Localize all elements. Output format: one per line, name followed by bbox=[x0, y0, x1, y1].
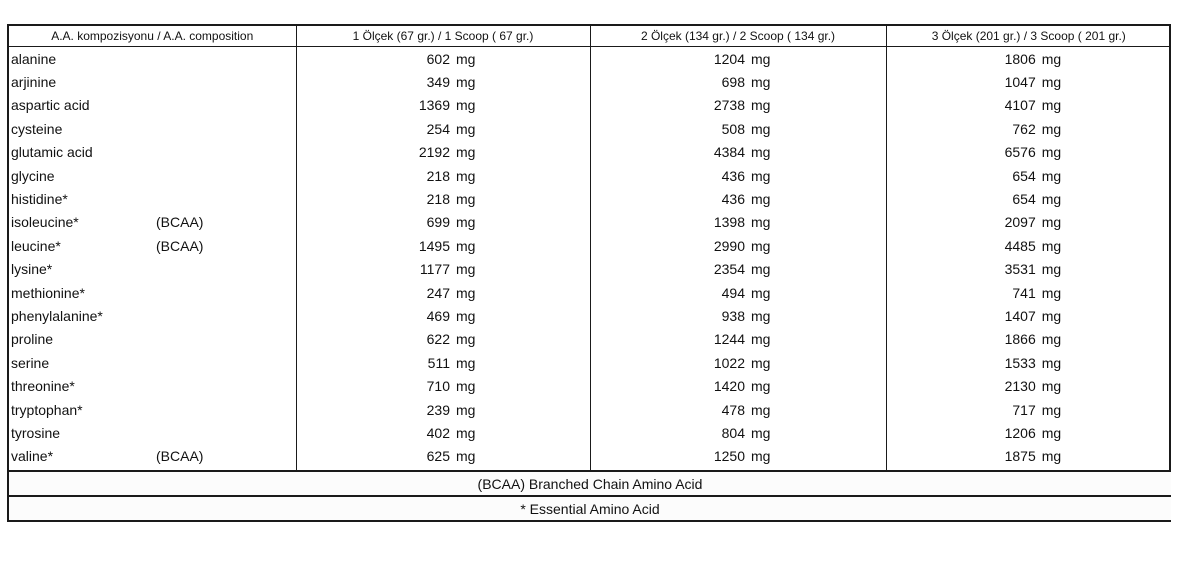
dose-cell-1-scoop bbox=[296, 281, 590, 304]
dose-value: 1369 bbox=[418, 97, 450, 114]
table-row bbox=[9, 351, 1171, 374]
dose-value: 6576 bbox=[1004, 144, 1036, 161]
amino-acid-name: arjinine bbox=[11, 74, 57, 91]
dose-value: 1875 bbox=[1004, 448, 1036, 465]
bcaa-tag: (BCAA) bbox=[156, 214, 204, 231]
dose-unit: mg bbox=[1041, 378, 1062, 395]
dose-unit: mg bbox=[456, 167, 476, 184]
footnote-row bbox=[9, 471, 1171, 496]
amino-acid-cell bbox=[9, 211, 296, 234]
amino-acid-name: cysteine bbox=[11, 120, 63, 137]
footnote-row bbox=[9, 496, 1171, 520]
dose-cell-2-scoop bbox=[590, 445, 886, 471]
dose-cell-3-scoop bbox=[886, 281, 1171, 304]
table-row bbox=[9, 234, 1171, 257]
amino-acid-cell bbox=[9, 281, 296, 304]
amino-acid-name: alanine bbox=[11, 50, 57, 67]
dose-cell-1-scoop bbox=[296, 70, 590, 93]
dose-cell-3-scoop bbox=[886, 445, 1171, 471]
amino-acid-table bbox=[9, 26, 1171, 520]
amino-acid-cell bbox=[9, 421, 296, 444]
dose-cell-1-scoop bbox=[296, 117, 590, 140]
dose-value: 511 bbox=[427, 354, 450, 371]
amino-acid-cell bbox=[9, 117, 296, 140]
dose-cell-3-scoop bbox=[886, 234, 1171, 257]
dose-cell-2-scoop bbox=[590, 117, 886, 140]
dose-unit: mg bbox=[456, 120, 476, 137]
dose-value: 247 bbox=[426, 284, 450, 301]
dose-cell-1-scoop bbox=[296, 421, 590, 444]
dose-unit: mg bbox=[751, 144, 771, 161]
dose-cell-1-scoop bbox=[296, 445, 590, 471]
dose-unit: mg bbox=[751, 97, 771, 114]
dose-cell-1-scoop bbox=[296, 304, 590, 327]
dose-cell-1-scoop bbox=[296, 351, 590, 374]
dose-unit: mg bbox=[1041, 97, 1062, 114]
table-row bbox=[9, 70, 1171, 93]
dose-value: 436 bbox=[721, 167, 745, 184]
dose-value: 2354 bbox=[713, 261, 745, 278]
dose-cell-3-scoop bbox=[886, 421, 1171, 444]
dose-cell-1-scoop bbox=[296, 398, 590, 421]
bcaa-tag: (BCAA) bbox=[156, 448, 204, 465]
dose-unit: mg bbox=[456, 261, 476, 278]
amino-acid-cell bbox=[9, 328, 296, 351]
dose-cell-3-scoop bbox=[886, 351, 1171, 374]
table-row bbox=[9, 281, 1171, 304]
dose-unit: mg bbox=[456, 424, 476, 441]
dose-cell-2-scoop bbox=[590, 421, 886, 444]
dose-unit: mg bbox=[1041, 401, 1062, 418]
dose-value: 218 bbox=[426, 191, 450, 208]
dose-cell-3-scoop bbox=[886, 398, 1171, 421]
dose-value: 698 bbox=[721, 74, 745, 91]
dose-value: 699 bbox=[426, 214, 450, 231]
dose-unit: mg bbox=[751, 354, 771, 371]
amino-acid-name: histidine* bbox=[11, 191, 68, 208]
dose-value: 654 bbox=[1012, 167, 1036, 184]
amino-acid-cell bbox=[9, 187, 296, 210]
dose-cell-3-scoop bbox=[886, 164, 1171, 187]
dose-value: 741 bbox=[1012, 284, 1036, 301]
table-row bbox=[9, 374, 1171, 397]
dose-unit: mg bbox=[751, 448, 771, 465]
amino-acid-name: serine bbox=[11, 354, 50, 371]
dose-cell-2-scoop bbox=[590, 141, 886, 164]
header-three-scoops: 3 Ölçek (201 gr.) / 3 Scoop ( 201 gr.) bbox=[886, 26, 1171, 47]
dose-value: 1533 bbox=[1004, 354, 1036, 371]
dose-unit: mg bbox=[751, 401, 771, 418]
dose-cell-1-scoop bbox=[296, 374, 590, 397]
dose-unit: mg bbox=[751, 214, 771, 231]
dose-cell-3-scoop bbox=[886, 211, 1171, 234]
dose-value: 2097 bbox=[1004, 214, 1036, 231]
dose-unit: mg bbox=[751, 191, 771, 208]
dose-cell-2-scoop bbox=[590, 398, 886, 421]
dose-value: 254 bbox=[426, 120, 450, 137]
dose-value: 239 bbox=[426, 401, 450, 418]
dose-value: 3531 bbox=[1004, 261, 1036, 278]
table-row bbox=[9, 211, 1171, 234]
dose-value: 2990 bbox=[713, 237, 745, 254]
dose-unit: mg bbox=[751, 50, 771, 67]
dose-unit: mg bbox=[1041, 167, 1062, 184]
dose-cell-1-scoop bbox=[296, 234, 590, 257]
amino-acid-name: glutamic acid bbox=[11, 144, 93, 161]
table-row bbox=[9, 164, 1171, 187]
dose-unit: mg bbox=[1041, 284, 1062, 301]
table-row bbox=[9, 328, 1171, 351]
dose-value: 4485 bbox=[1004, 237, 1036, 254]
footnote-bcaa: (BCAA) Branched Chain Amino Acid bbox=[9, 471, 1171, 496]
table-row bbox=[9, 445, 1171, 471]
dose-cell-2-scoop bbox=[590, 94, 886, 117]
amino-acid-name: tyrosine bbox=[11, 424, 61, 441]
dose-value: 478 bbox=[721, 401, 745, 418]
dose-unit: mg bbox=[456, 214, 476, 231]
dose-value: 602 bbox=[426, 50, 450, 67]
footnote-essential: * Essential Amino Acid bbox=[9, 496, 1171, 520]
dose-unit: mg bbox=[1041, 307, 1062, 324]
dose-unit: mg bbox=[1041, 424, 1062, 441]
dose-unit: mg bbox=[1041, 144, 1062, 161]
amino-acid-cell bbox=[9, 445, 296, 471]
dose-cell-1-scoop bbox=[296, 211, 590, 234]
dose-value: 804 bbox=[721, 424, 745, 441]
dose-unit: mg bbox=[751, 284, 771, 301]
amino-acid-cell bbox=[9, 70, 296, 93]
dose-value: 622 bbox=[426, 331, 450, 348]
dose-value: 762 bbox=[1012, 120, 1036, 137]
amino-acid-name: lysine* bbox=[11, 261, 53, 278]
dose-value: 1177 bbox=[419, 261, 450, 278]
amino-acid-cell bbox=[9, 164, 296, 187]
dose-cell-2-scoop bbox=[590, 304, 886, 327]
dose-value: 2738 bbox=[713, 97, 745, 114]
dose-unit: mg bbox=[751, 378, 771, 395]
dose-unit: mg bbox=[751, 74, 771, 91]
dose-value: 436 bbox=[721, 191, 745, 208]
dose-value: 469 bbox=[426, 307, 450, 324]
dose-value: 717 bbox=[1012, 401, 1036, 418]
dose-value: 218 bbox=[426, 167, 450, 184]
dose-value: 710 bbox=[426, 378, 450, 395]
dose-value: 1250 bbox=[713, 448, 745, 465]
amino-acid-name: leucine* bbox=[11, 237, 61, 254]
header-one-scoop: 1 Ölçek (67 gr.) / 1 Scoop ( 67 gr.) bbox=[296, 26, 590, 47]
dose-value: 349 bbox=[426, 74, 450, 91]
dose-cell-2-scoop bbox=[590, 187, 886, 210]
dose-unit: mg bbox=[1041, 237, 1062, 254]
table-row bbox=[9, 304, 1171, 327]
table-row bbox=[9, 47, 1171, 71]
dose-unit: mg bbox=[456, 50, 476, 67]
dose-unit: mg bbox=[751, 120, 771, 137]
dose-cell-3-scoop bbox=[886, 258, 1171, 281]
dose-unit: mg bbox=[1041, 120, 1062, 137]
dose-cell-2-scoop bbox=[590, 374, 886, 397]
header-two-scoops: 2 Ölçek (134 gr.) / 2 Scoop ( 134 gr.) bbox=[590, 26, 886, 47]
amino-acid-cell bbox=[9, 234, 296, 257]
dose-cell-1-scoop bbox=[296, 164, 590, 187]
dose-cell-1-scoop bbox=[296, 187, 590, 210]
dose-value: 494 bbox=[721, 284, 745, 301]
dose-unit: mg bbox=[1041, 354, 1062, 371]
dose-cell-3-scoop bbox=[886, 328, 1171, 351]
table-row bbox=[9, 187, 1171, 210]
amino-acid-name: valine* bbox=[11, 448, 54, 465]
dose-cell-3-scoop bbox=[886, 70, 1171, 93]
dose-cell-3-scoop bbox=[886, 47, 1171, 71]
dose-unit: mg bbox=[456, 307, 476, 324]
dose-value: 1204 bbox=[713, 50, 745, 67]
amino-acid-cell bbox=[9, 374, 296, 397]
header-composition: A.A. kompozisyonu / A.A. composition bbox=[9, 26, 296, 47]
amino-acid-name: methionine* bbox=[11, 284, 85, 301]
dose-unit: mg bbox=[751, 237, 771, 254]
dose-unit: mg bbox=[751, 331, 771, 348]
dose-cell-3-scoop bbox=[886, 141, 1171, 164]
dose-cell-1-scoop bbox=[296, 258, 590, 281]
dose-unit: mg bbox=[751, 261, 771, 278]
dose-unit: mg bbox=[456, 191, 476, 208]
dose-value: 1806 bbox=[1004, 50, 1036, 67]
amino-acid-cell bbox=[9, 47, 296, 71]
dose-unit: mg bbox=[1041, 448, 1062, 465]
amino-acid-name: glycine bbox=[11, 167, 55, 184]
dose-cell-3-scoop bbox=[886, 187, 1171, 210]
dose-unit: mg bbox=[1041, 191, 1062, 208]
dose-unit: mg bbox=[1041, 214, 1062, 231]
dose-unit: mg bbox=[456, 74, 476, 91]
dose-unit: mg bbox=[456, 448, 476, 465]
dose-value: 1022 bbox=[713, 354, 745, 371]
dose-unit: mg bbox=[456, 401, 476, 418]
dose-unit: mg bbox=[456, 237, 476, 254]
dose-cell-2-scoop bbox=[590, 351, 886, 374]
dose-unit: mg bbox=[751, 424, 771, 441]
dose-value: 625 bbox=[426, 448, 450, 465]
amino-acid-sheet bbox=[7, 24, 1171, 522]
dose-unit: mg bbox=[1041, 74, 1062, 91]
dose-value: 508 bbox=[721, 120, 745, 137]
amino-acid-name: aspartic acid bbox=[11, 97, 90, 114]
dose-cell-1-scoop bbox=[296, 94, 590, 117]
amino-acid-name: tryptophan* bbox=[11, 401, 83, 418]
dose-value: 1047 bbox=[1004, 74, 1036, 91]
dose-cell-1-scoop bbox=[296, 141, 590, 164]
dose-cell-3-scoop bbox=[886, 94, 1171, 117]
amino-acid-name: phenylalanine* bbox=[11, 307, 103, 324]
dose-value: 654 bbox=[1012, 191, 1036, 208]
amino-acid-cell bbox=[9, 304, 296, 327]
amino-acid-cell bbox=[9, 398, 296, 421]
dose-value: 1407 bbox=[1004, 307, 1036, 324]
table-row bbox=[9, 258, 1171, 281]
header-row bbox=[9, 26, 1171, 47]
dose-cell-2-scoop bbox=[590, 328, 886, 351]
amino-acid-name: threonine* bbox=[11, 378, 75, 395]
table-row bbox=[9, 117, 1171, 140]
dose-cell-2-scoop bbox=[590, 234, 886, 257]
dose-value: 938 bbox=[721, 307, 745, 324]
dose-cell-3-scoop bbox=[886, 374, 1171, 397]
dose-cell-2-scoop bbox=[590, 211, 886, 234]
amino-acid-cell bbox=[9, 94, 296, 117]
dose-value: 1398 bbox=[713, 214, 745, 231]
dose-unit: mg bbox=[1041, 261, 1062, 278]
dose-cell-2-scoop bbox=[590, 164, 886, 187]
dose-value: 1206 bbox=[1004, 424, 1036, 441]
dose-cell-2-scoop bbox=[590, 258, 886, 281]
amino-acid-cell bbox=[9, 351, 296, 374]
amino-acid-cell bbox=[9, 141, 296, 164]
dose-cell-3-scoop bbox=[886, 304, 1171, 327]
dose-unit: mg bbox=[751, 167, 771, 184]
dose-unit: mg bbox=[456, 97, 476, 114]
dose-unit: mg bbox=[456, 331, 476, 348]
dose-unit: mg bbox=[1041, 331, 1062, 348]
dose-cell-2-scoop bbox=[590, 281, 886, 304]
dose-value: 1244 bbox=[713, 331, 745, 348]
dose-cell-2-scoop bbox=[590, 47, 886, 71]
table-row bbox=[9, 94, 1171, 117]
dose-cell-2-scoop bbox=[590, 70, 886, 93]
table-row bbox=[9, 398, 1171, 421]
dose-value: 1420 bbox=[713, 378, 745, 395]
dose-value: 2130 bbox=[1004, 378, 1036, 395]
dose-unit: mg bbox=[456, 144, 476, 161]
bcaa-tag: (BCAA) bbox=[156, 237, 204, 254]
dose-unit: mg bbox=[456, 378, 476, 395]
dose-cell-1-scoop bbox=[296, 328, 590, 351]
dose-value: 2192 bbox=[418, 144, 450, 161]
amino-acid-name: isoleucine* bbox=[11, 214, 79, 231]
dose-value: 1495 bbox=[418, 237, 450, 254]
amino-acid-name: proline bbox=[11, 331, 54, 348]
dose-cell-3-scoop bbox=[886, 117, 1171, 140]
dose-unit: mg bbox=[456, 284, 476, 301]
dose-unit: mg bbox=[751, 307, 771, 324]
table-row bbox=[9, 141, 1171, 164]
dose-unit: mg bbox=[456, 354, 476, 371]
dose-unit: mg bbox=[1041, 50, 1062, 67]
dose-value: 1866 bbox=[1004, 331, 1036, 348]
dose-value: 4384 bbox=[713, 144, 745, 161]
amino-acid-cell bbox=[9, 258, 296, 281]
dose-value: 4107 bbox=[1004, 97, 1036, 114]
table-row bbox=[9, 421, 1171, 444]
dose-value: 402 bbox=[426, 424, 450, 441]
dose-cell-1-scoop bbox=[296, 47, 590, 71]
